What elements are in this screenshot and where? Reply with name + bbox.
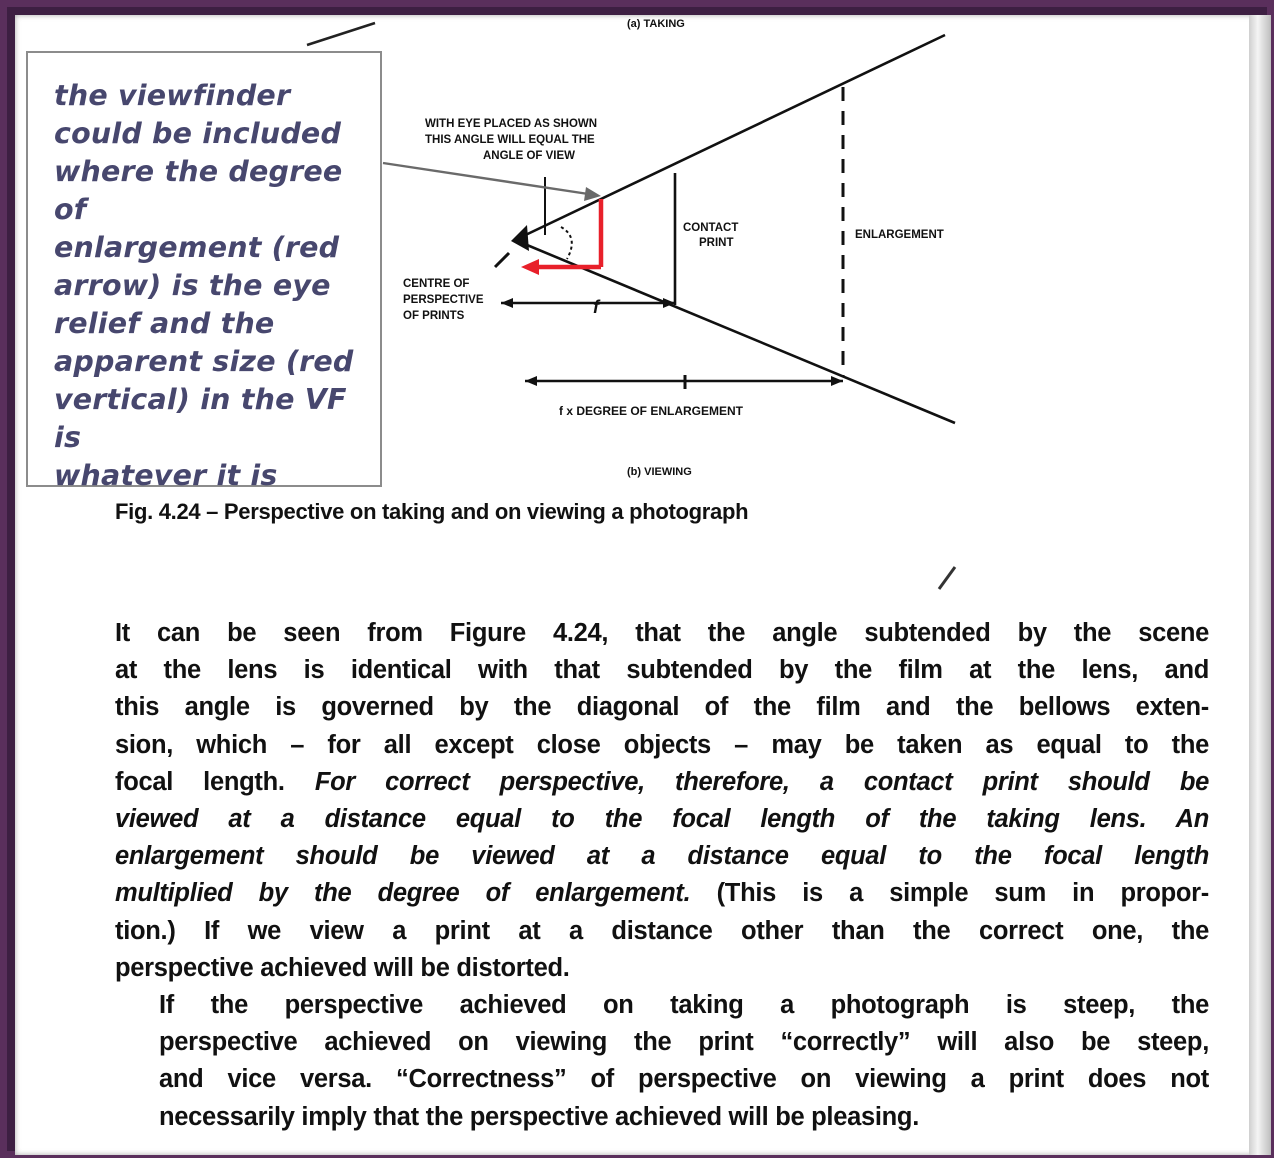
label-enlargement: ENLARGEMENT xyxy=(855,229,944,241)
paragraph-1 xyxy=(115,615,1209,987)
callout-text xyxy=(54,77,364,495)
text-line: tion.) If we view a print at a distance other than the correct one, the xyxy=(115,916,1209,945)
callout-line: the viewfinder xyxy=(54,79,291,112)
label-taking: (a) TAKING xyxy=(627,18,685,30)
callout-line: could be included xyxy=(54,117,342,150)
pencil-mark xyxy=(935,563,959,593)
degree-arrow-head-right xyxy=(831,376,843,386)
text-line: enlargement should be viewed at a distance equal to the focal length xyxy=(115,842,1209,871)
label-f: f xyxy=(593,297,599,317)
callout-line: where the degree of xyxy=(54,155,343,226)
label-degree: f x DEGREE OF ENLARGEMENT xyxy=(559,404,744,418)
red-arrow-head xyxy=(521,259,539,275)
label-centre-2: PERSPECTIVE xyxy=(403,294,484,306)
scanned-page xyxy=(15,15,1271,1155)
label-eye-note-3: ANGLE OF VIEW xyxy=(483,150,575,162)
figure-caption: Fig. 4.24 – Perspective on taking and on viewing a photograph xyxy=(115,499,749,524)
callout-line: enlargement (red xyxy=(54,231,340,264)
text-line: If the perspective achieved on taking a photograph is steep, the xyxy=(159,991,1209,1020)
label-contact-print-2: PRINT xyxy=(699,237,734,249)
label-centre-1: CENTRE OF xyxy=(403,278,470,290)
text-line: perspective achieved on viewing the print “correctly” will also be steep, xyxy=(159,1028,1209,1057)
callout-line: whatever it is xyxy=(54,459,278,492)
callout-line: arrow) is the eye xyxy=(54,269,331,302)
eye-stroke xyxy=(495,253,509,267)
callout-pointer xyxy=(383,163,595,195)
annotation-callout xyxy=(26,51,382,492)
text-line: It can be seen from Figure 4.24, that the angle subtended by the scene xyxy=(115,619,1209,647)
label-viewing: (b) VIEWING xyxy=(627,466,692,478)
label-centre-3: OF PRINTS xyxy=(403,310,465,322)
label-eye-note-2: THIS ANGLE WILL EQUAL THE xyxy=(425,134,595,146)
paragraph-2 xyxy=(115,987,1209,1136)
label-eye-note-1: WITH EYE PLACED AS SHOWN xyxy=(425,118,598,130)
callout-line: relief and the xyxy=(54,307,275,340)
callout-line: apparent size (red xyxy=(54,345,354,378)
diagram-top-stroke xyxy=(307,23,375,45)
angle-arc xyxy=(561,227,572,259)
text-line: this angle is governed by the diagonal of the film and the bellows exten- xyxy=(115,693,1209,722)
text-line: focal length. For correct perspective, therefore, a contact print should be xyxy=(115,767,1209,796)
text-line: sion, which – for all except close objects – may be taken as equal to the xyxy=(115,730,1209,759)
callout-line: vertical) in the VF is xyxy=(54,383,347,454)
page-edge-strip xyxy=(1249,15,1271,1155)
text-line: and vice versa. “Correctness” of perspective on viewing a print does not xyxy=(159,1065,1209,1094)
eye-icon xyxy=(511,225,529,251)
f-arrow-head-left xyxy=(501,298,513,308)
text-line: at the lens is identical with that subtended by the film at the lens, and xyxy=(115,656,1209,685)
degree-arrow-head-left xyxy=(525,376,537,386)
text-line: multiplied by the degree of enlargement. (This is a simple sum in propor- xyxy=(115,879,1209,908)
label-contact-print-1: CONTACT xyxy=(683,222,739,234)
text-line: viewed at a distance equal to the focal length of the taking lens. An xyxy=(115,805,1209,834)
body-text xyxy=(115,615,1209,1136)
text-line: necessarily imply that the perspective achieved will be pleasing. xyxy=(159,1102,919,1131)
text-line: perspective achieved will be distorted. xyxy=(115,953,570,982)
